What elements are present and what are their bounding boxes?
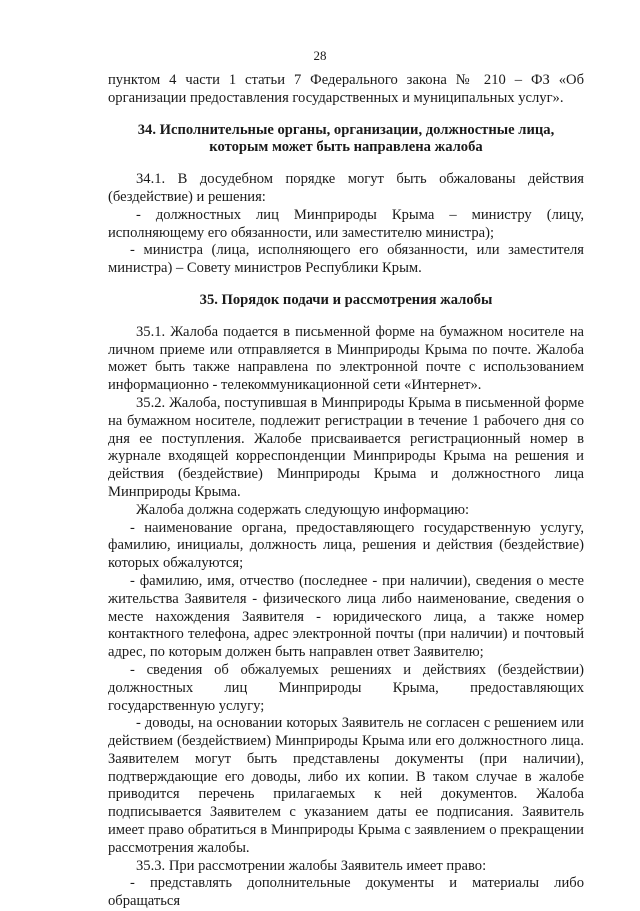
section-35-item: - наименование органа, предоставляющего государственную услугу, фамилию, инициалы, должность лица, решения и действия (бездействие) которых обжалуются; <box>108 519 584 572</box>
section-35-item: - доводы, на основании которых Заявитель не согласен с решением или действием (бездействием) Минприроды Крыма или его должностного лица. Заявителем могут быть представлены документы (при наличии), подтверждающие его доводы, либо их копии. В таком случае в жалобе приводится перечень прилагаемых к ней документов. Жалоба подписывается Заявителем с указанием даты ее подписания. Заявитель имеет право обратиться в Минприроды Крыма с заявлением о прекращении рассмотрения жалобы. <box>108 715 584 856</box>
section-35-paragraph: 35.3. При рассмотрении жалобы Заявитель имеет право: <box>136 857 487 874</box>
section-35-title: 35. Порядок подачи и рассмотрения жалобы <box>199 291 493 308</box>
section-35-item: - фамилию, имя, отчество (последнее - при наличии), сведения о месте жительства Заявителя - физического лица либо наименование, сведения о месте нахождения Заявителя - юридического лица, а также номер контактного телефона, адрес электронной почты (при наличии) и почтовый адрес, по которым должен быть направлен ответ Заявителю; <box>108 572 584 661</box>
section-34-title-line1: 34. Исполнительные органы, организации, должностные лица, <box>137 121 555 138</box>
intro-paragraph: пунктом 4 части 1 статьи 7 Федерального закона № 210 – ФЗ «Об организации предоставления государственных и муниципальных услуг». <box>108 72 584 106</box>
document-body <box>108 72 584 911</box>
section-35-paragraph: 35.1. Жалоба подается в письменной форме на бумажном носителе на личном приеме или отправляется в Минприроды Крыма по почте. Жалоба может быть также направлена по электронной почте с использованием информационно - телекоммуникационной сети «Интернет». <box>108 323 584 394</box>
section-34-title-line2: которым может быть направлена жалоба <box>209 139 483 156</box>
section-34-item: - министра (лица, исполняющего его обязанности, или заместителя министра) – Совету министров Республики Крым. <box>108 242 584 277</box>
section-35-paragraph: 35.2. Жалоба, поступившая в Минприроды Крыма в письменной форме на бумажном носителе, подлежит регистрации в течение 1 рабочего дня со дня ее поступления. Жалобе присваивается регистрационный номер в журнале входящей корреспонденции Минприроды Крыма на решения и действия (бездействие) Минприроды Крыма и должностного лица Минприроды Крыма. <box>108 394 584 500</box>
section-35-item: - сведения об обжалуемых решениях и действиях (бездействии) должностных лиц Минприроды Крыма, предоставляющих государственную услугу; <box>108 661 584 714</box>
section-34-paragraph: 34.1. В досудебном порядке могут быть обжалованы действия (бездействие) и решения: <box>108 171 584 205</box>
section-34-item: - должностных лиц Минприроды Крыма – министру (лицу, исполняющему его обязанности, или заместителю министра); <box>108 206 584 241</box>
section-35-item: - представлять дополнительные документы и материалы либо обращаться <box>108 875 584 910</box>
page-number: 28 <box>313 48 327 63</box>
section-35-paragraph: Жалоба должна содержать следующую информацию: <box>136 501 470 518</box>
